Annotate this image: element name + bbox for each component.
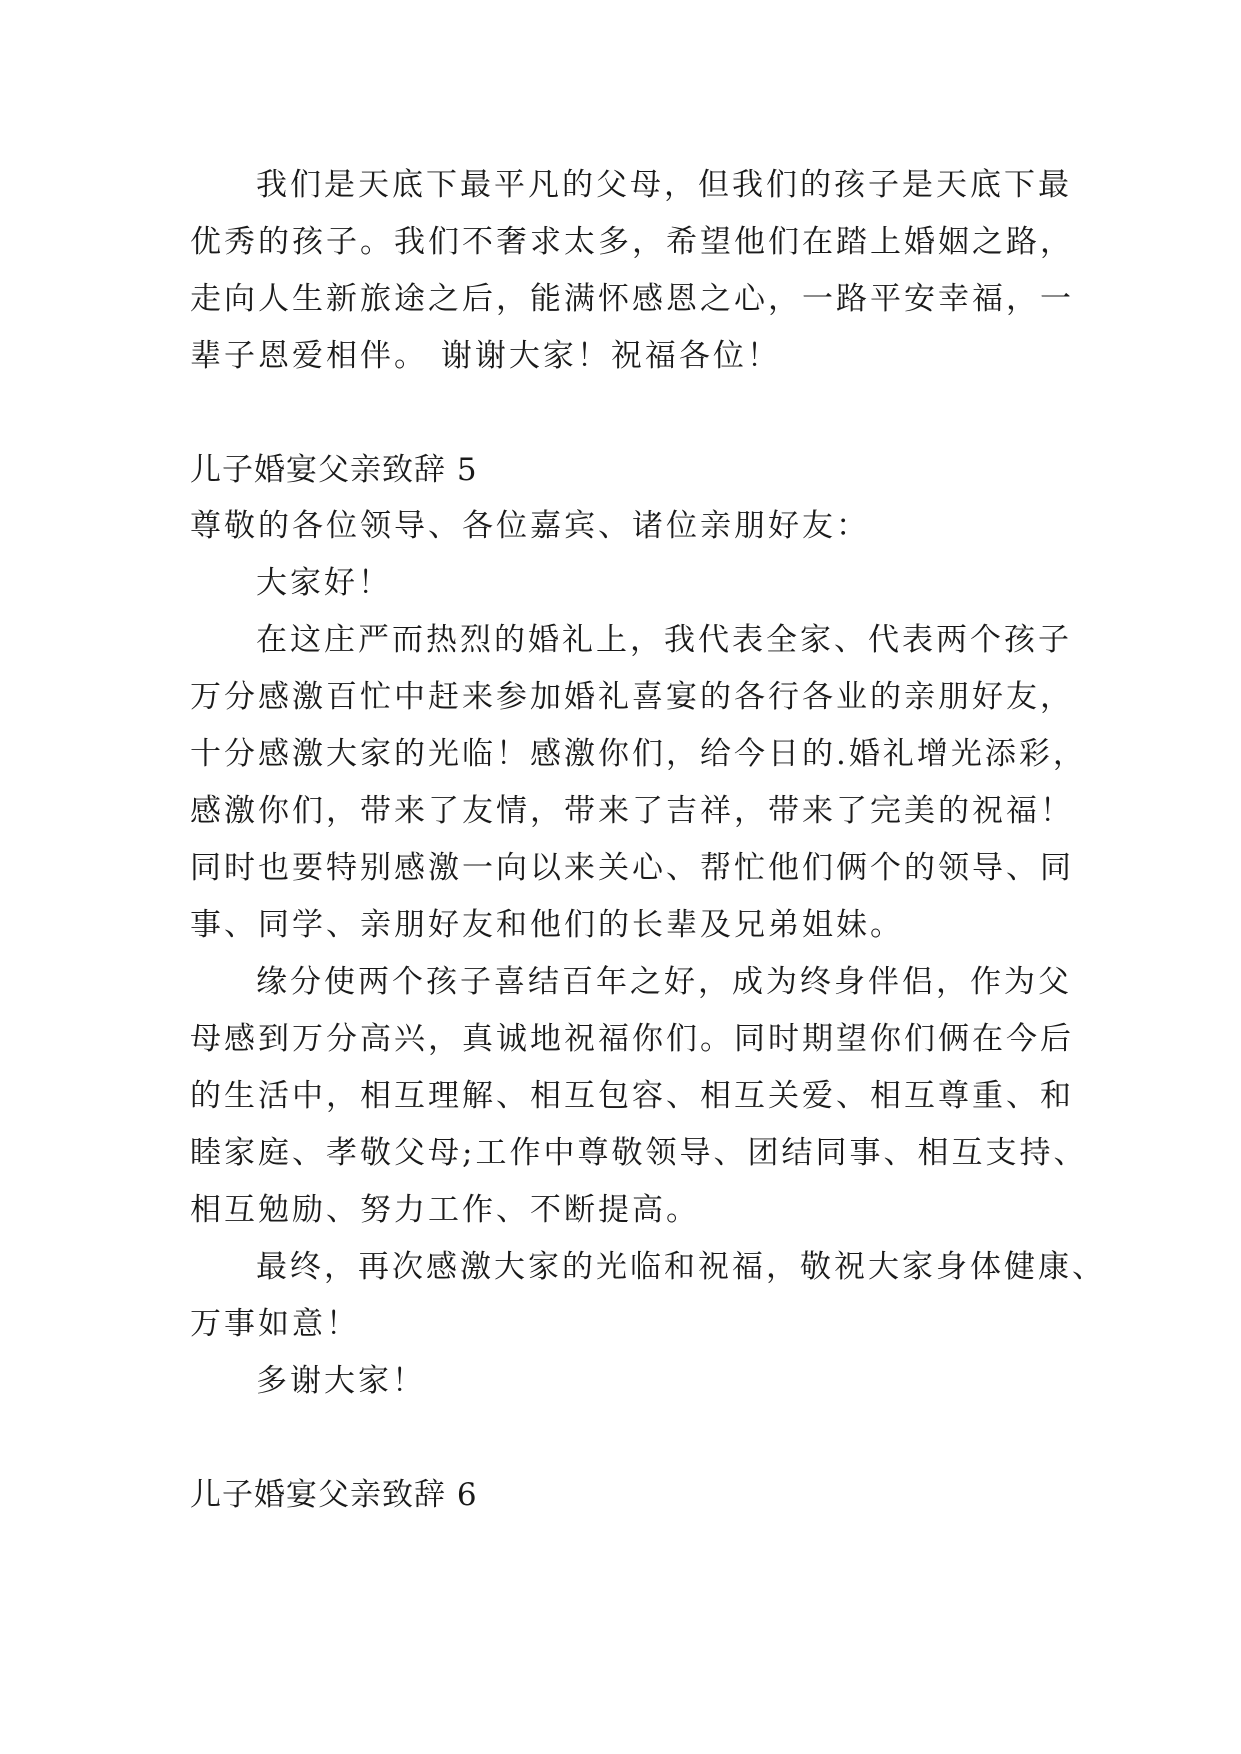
- paragraph-line: 同时也要特别感激一向以来关心、帮忙他们俩个的领导、同: [190, 850, 1074, 886]
- paragraph-line: 缘分使两个孩子喜结百年之好，成为终身伴侣，作为父: [256, 964, 1072, 1000]
- paragraph-line: 万事如意！: [190, 1306, 360, 1342]
- paragraph-line: 最终，再次感激大家的光临和祝福，敬祝大家身体健康、: [256, 1249, 1106, 1285]
- section-title: 儿子婚宴父亲致辞 5: [190, 452, 478, 488]
- closing-line: 多谢大家！: [256, 1363, 426, 1399]
- salutation: 尊敬的各位领导、各位嘉宾、诸位亲朋好友：: [190, 508, 870, 544]
- paragraph-line: 我们是天底下最平凡的父母，但我们的孩子是天底下最: [256, 167, 1072, 203]
- paragraph-line: 感激你们，带来了友情，带来了吉祥，带来了完美的祝福！: [190, 793, 1074, 829]
- paragraph-line: 万分感激百忙中赶来参加婚礼喜宴的各行各业的亲朋好友，: [190, 679, 1074, 715]
- section-title: 儿子婚宴父亲致辞 6: [190, 1477, 478, 1513]
- greeting: 大家好！: [256, 565, 392, 601]
- paragraph-line: 睦家庭、孝敬父母;工作中尊敬领导、团结同事、相互支持、: [190, 1135, 1088, 1171]
- paragraph-line: 优秀的孩子。我们不奢求太多，希望他们在踏上婚姻之路，: [190, 224, 1074, 260]
- paragraph-line: 辈子恩爱相伴。 谢谢大家！祝福各位！: [190, 338, 781, 374]
- paragraph-line: 的生活中，相互理解、相互包容、相互关爱、相互尊重、和: [190, 1078, 1074, 1114]
- paragraph-line: 母感到万分高兴，真诚地祝福你们。同时期望你们俩在今后: [190, 1021, 1074, 1057]
- paragraph-line: 在这庄严而热烈的婚礼上，我代表全家、代表两个孩子: [256, 622, 1072, 658]
- paragraph-line: 事、同学、亲朋好友和他们的长辈及兄弟姐妹。: [190, 907, 904, 943]
- paragraph-line: 十分感激大家的光临！感激你们，给今日的.婚礼增光添彩，: [190, 736, 1087, 772]
- paragraph-line: 相互勉励、努力工作、不断提高。: [190, 1192, 700, 1228]
- paragraph-line: 走向人生新旅途之后，能满怀感恩之心，一路平安幸福，一: [190, 281, 1074, 317]
